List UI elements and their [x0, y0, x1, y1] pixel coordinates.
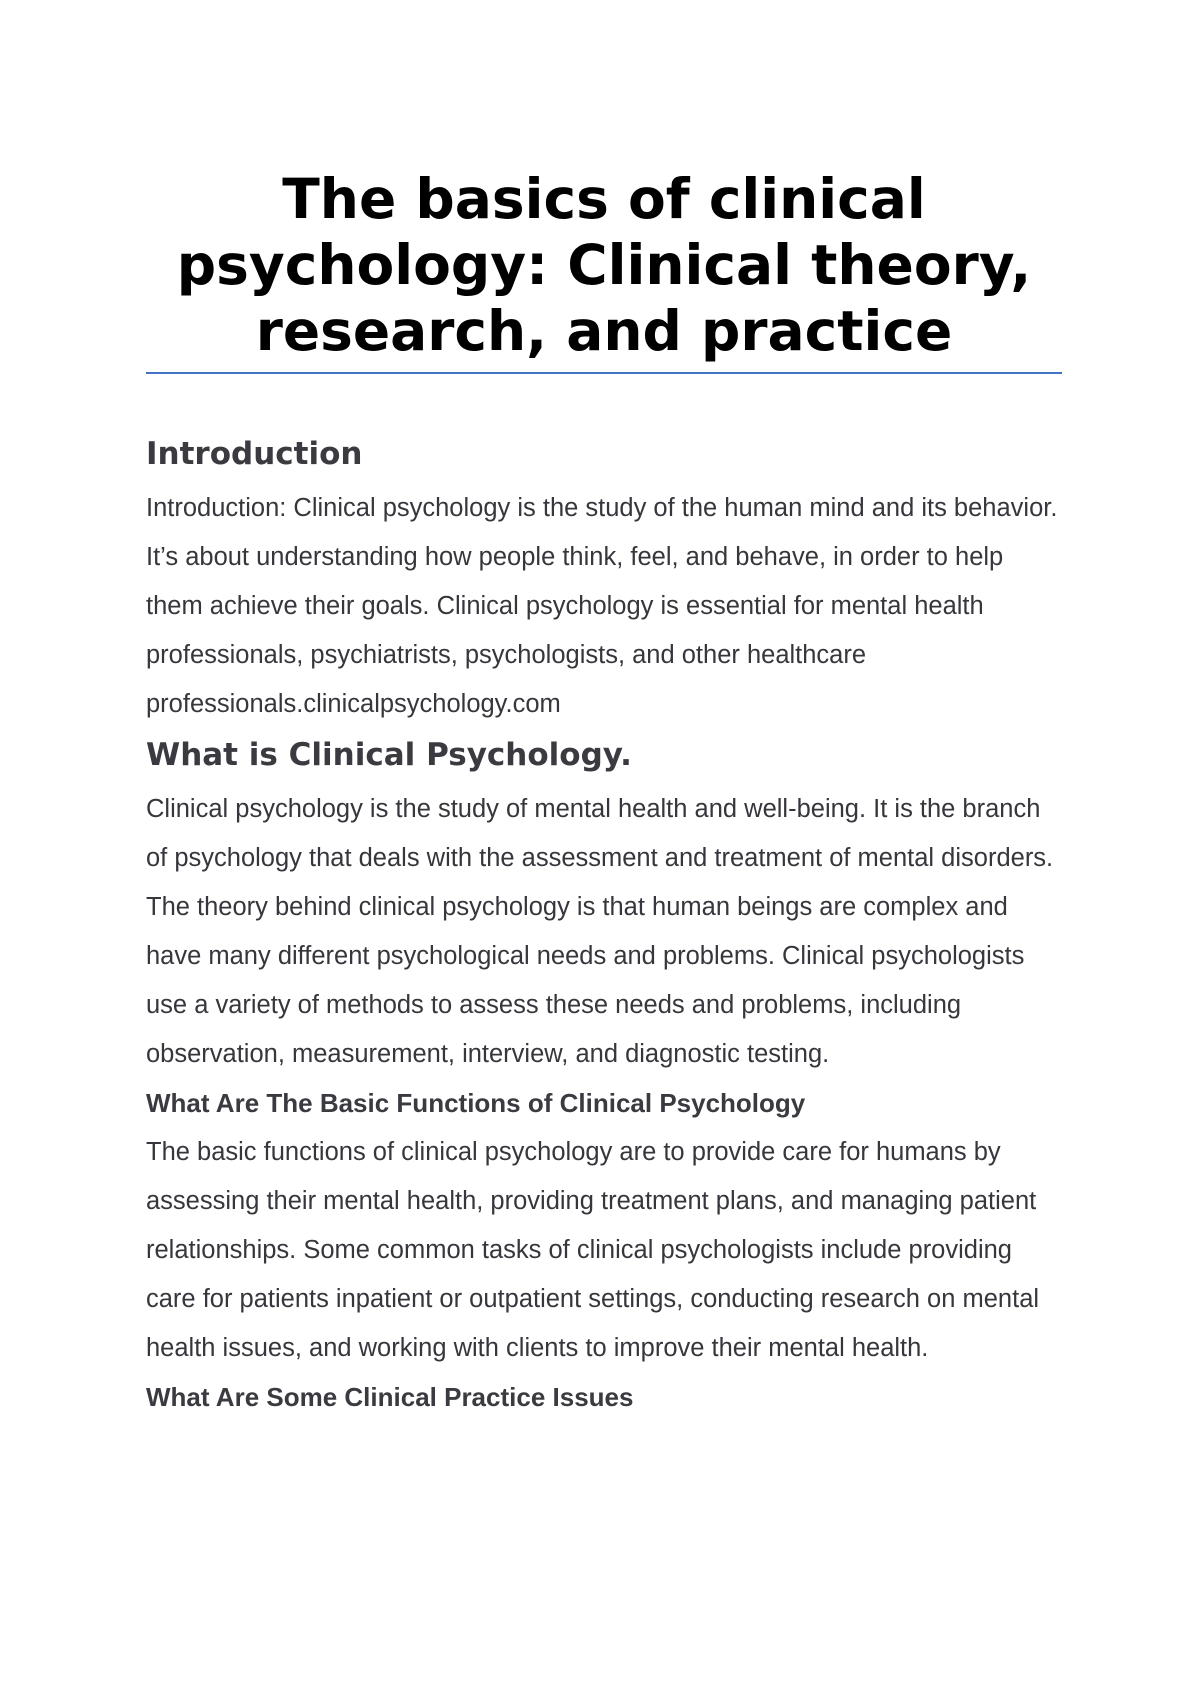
title-line: research, and practice: [255, 299, 953, 363]
section-heading-what-is: What is Clinical Psychology.: [146, 737, 632, 773]
title-line: The basics of clinical: [282, 167, 926, 231]
section-heading-practice-issues: What Are Some Clinical Practice Issues: [146, 1382, 634, 1412]
document-page: [146, 166, 1062, 1422]
section-paragraph-introduction: Introduction: Clinical psychology is the study of the human mind and its behavior. It’s about understanding how people think, feel, and behave, in order to help them achieve their goals. Clinical psychology is essential for mental health professionals, psychiatrists, psychologists, and other healthcare professionals.clinicalpsychology.com: [146, 494, 1058, 718]
section-heading-introduction: Introduction: [146, 436, 363, 472]
title-line: psychology: Clinical theory,: [176, 233, 1032, 297]
section-paragraph-what-is: Clinical psychology is the study of mental health and well-being. It is the branch of psychology that deals with the assessment and treatment of mental disorders. The theory behind clinical psychology is that human beings are complex and have many different psychological needs and problems. Clinical psychologists use a variety of methods to assess these needs and problems, including observation, measurement, interview, and diagnostic testing.: [146, 795, 1054, 1068]
section-heading-basic-functions: What Are The Basic Functions of Clinical Psychology: [146, 1088, 806, 1118]
section-paragraph-basic-functions: The basic functions of clinical psychology are to provide care for humans by assessing their mental health, providing treatment plans, and managing patient relationships. Some common tasks of clinical psychologists include providing care for patients inpatient or outpatient settings, conducting research on mental health issues, and working with clients to improve their mental health.: [146, 1138, 1040, 1362]
title-divider: [146, 372, 1062, 374]
document-title: [146, 166, 1062, 372]
